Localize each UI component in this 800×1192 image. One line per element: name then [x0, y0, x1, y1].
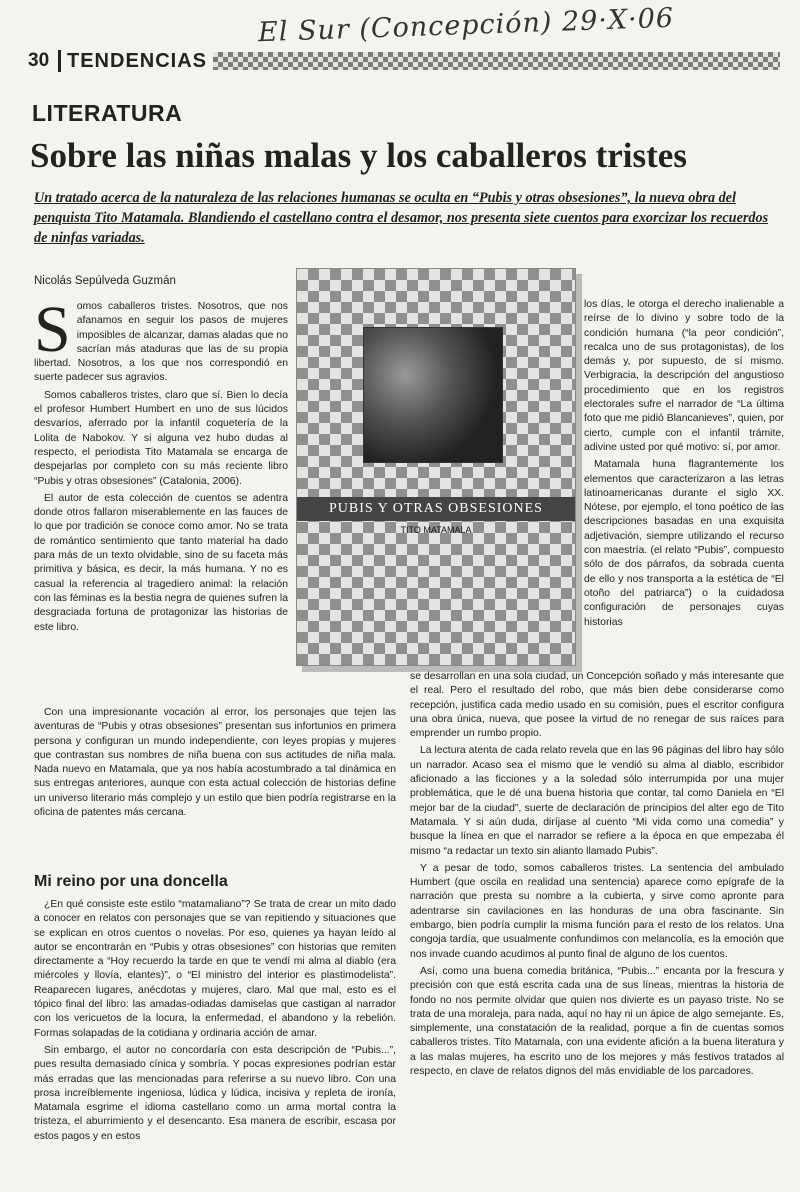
book-cover-image: [296, 268, 576, 666]
paragraph: Somos caballeros tristes. Nosotros, que nos afanamos en seguir los pasos de mujeres imposibles de alcanzar, damas aladas que no sacrían más ataduras que las de su propia libertad. Nosotros, a los que nos correspondió en suerte padecer sus agravios.: [34, 300, 288, 384]
headline: Sobre las niñas malas y los caballeros tristes: [30, 136, 687, 175]
paragraph: La lectura atenta de cada relato revela que en las 96 páginas del libro hay sólo un narrador. Acaso sea el mismo que le vendió su alma al diablo, escribidor aficionado a las ficciones y a la soledad sólo interrumpida por una mujer problemática, que le dé una buena historia que contar, tal como Daniela en “El mejor bar de la ciudad”, suerte de declaración de principios del alter ego de Tito Matamala. Y si aún duda, diríjase al cuento “Mi vida como una comedia” y busque la línea en que el narrador se refiere a la época en que empezaba él mismo “a redactar un texto sin alianto llamado Pubis”.: [410, 745, 784, 857]
paragraph: los días, le otorga el derecho inalienable a reírse de lo divino y sobre todo de la condición humana (“la peor condición”, recalca uno de sus protagonistas), de los demás y, por supuesto, de sí mismo. Verbigracia, la descripción del angustioso procedimiento que en los registros electorales sufre el narrador de “La última foto que me pidió Blancanieves”, quien, por cierto, cumple con el infantil trámite, adivine usted por qué motivo: sí, por amor.: [584, 299, 784, 453]
paragraph: Matamala huna flagrantemente los elementos que caracterizaron a las letras latinoamericanas durante el siglo XX. Nótese, por ejemplo, el tono poético de las descripciones basadas en una exquisita adjetivación, siempre utilizando el recurso con maestría. (el relato “Pubis”, compuesto sólo de dos párrafos, da sobrada cuenta de ello y nos transporta a la estética de “El otoño del patriarca”) o la cuidadosa configuración de personajes cuyas historias: [584, 459, 784, 628]
handwritten-note: El Sur (Concepción) 29·X·06: [257, 2, 675, 49]
paragraph: Somos caballeros tristes, claro que sí. Bien lo decía el profesor Humbert Humbert en uno de sus lúcidos desvaríos, aferrado por la infantil coquetería de la Lolita de Nabokov. Y si alguna vez hubo dudas al respecto, el periodista Tito Matamala se encarga de despejarlas por completo con su más reciente libro “Pubis y otras obsesiones” (Catalonia, 2006).: [34, 389, 288, 487]
column-3: [584, 298, 784, 670]
kicker: LITERATURA: [32, 100, 183, 126]
header-pattern: [213, 52, 780, 70]
lede: Un tratado acerca de la naturaleza de las relaciones humanas se oculta en “Pubis y otras obsesiones”, la nueva obra del penquista Tito Matamala. Blandiendo el castellano contra el desamor, nos presenta siete cuentos para exorcizar los recuerdos de ninfas variadas.: [34, 190, 769, 246]
byline: Nicolás Sepúlveda Guzmán: [34, 275, 176, 287]
section-name: TENDENCIAS: [58, 50, 207, 72]
paragraph: se desarrollan en una sola ciudad, un Concepción soñado y más interesante que el real. Pero el resultado del robo, que más bien debe considerarse como recepción, justifica cada medio usado en su comisión, pues el escritor configura una obra única, nueva, que posee la virtud de no renegar de sus raíces para emprender un rumbo propio.: [410, 671, 784, 740]
column-1: [34, 300, 288, 700]
paragraph: Sin embargo, el autor no concordaría con esta descripción de “Pubis...”, pues resulta demasiado cínica y sombría. Y pocas expresiones podrían estar más erradas que las mencionadas para referirse a su nuevo libro. Con una prosa increíblemente ingeniosa, lúdica y lúdica, incisiva y repleta de ironía, Matamala esgrime el idioma castellano como un arma mortal contra la tristeza, el aburrimiento y el desencanto. Esa manera de escribir, escasa por estos pagos y en estos: [34, 1044, 396, 1142]
column-left-wide: [34, 706, 396, 856]
section-header: [28, 48, 780, 74]
paragraph: El autor de esta colección de cuentos se adentra donde otros fallaron miserablemente en las fauces de lo que por tradición se conoce como amor. No se trata de romántico sentimiento que tanto material ha dado para más de un texto olvidable, sino de su faceta más primitiva y básica, es decir, la más humana. Y no es casual la referencia al tragediero animal: la relación con las féminas es la bestia negra de quienes sufren la desgraciada fortuna de protagonizar las historias de este libro.: [34, 492, 288, 633]
paragraph: Así, como una buena comedia británica, “Pubis...” encanta por la frescura y precisión con que está escrita cada una de sus líneas, mientras la historia de fondo no nos permite olvidar que quien nos divierte es un payaso triste. No se trata de una moraleja, para nada, aquí no hay ni un ápice de algo semejante. Es, simplemente, una constatación de la realidad, porque a fin de cuentas somos caballeros tristes. Tito Matamala, con una evidente afición a la buena literatura y a las malas mujeres, ha escrito uno de los mejores y más festivos tratados al respecto, en clave de relatos dignos del más envidiable de los parcadores.: [410, 965, 784, 1078]
book-title: PUBIS Y OTRAS OBSESIONES: [297, 497, 575, 521]
paragraph: Y a pesar de todo, somos caballeros tristes. La sentencia del ambulado Humbert (que oscila en realidad una sentencia) aparece como epígrafe de la narración que presta su nombre a la cubierta, y sirve como apronte para adentrarse sin cavilaciones en las honduras de una obra fascinante. Sin embargo, bien podría cumplir la misma función para el resto de los relatos. Una congoja tardía, que usualmente confundimos con melancolía, es la emoción que nos invade cuando acudimos al punto final de alguno de los cuentos.: [410, 862, 784, 960]
paragraph: Con una impresionante vocación al error, los personajes que tejen las aventuras de “Pubis y otras obsesiones” presentan sus infortunios en primera persona y configuran un mundo independiente, con leyes propias y mujeres que contrastan sus nombres de niña buena con sus actitudes de niña mala. Nada nuevo en Matamala, que ya nos había acostumbrado a tal dinámica en sus entregas anteriores, aunque con esta actual colección de historias define un universo literario más complejo y un estilo que bien podría registrarse en la oficina de patentes más cercana.: [34, 707, 396, 819]
column-left-lower: [34, 898, 396, 1184]
paragraph: ¿En qué consiste este estilo “matamaliano”? Se trata de crear un mito dado a conocer en relatos con personajes que se van repitiendo y situaciones que se explican en otros cuentos o novelas. Por eso, quienes ya hayan leído al autor se encontrarán en “Pubis y otras obsesiones” con historias que remiten directamente a “Hoy recuerdo la tarde en que te vendí mi alma al diablo (era miércoles y llovía, elantes)”, o “El ministro del interior es plastimodelista”. Reaparecen lugares, anécdotas y mujeres, claro. Mal que mal, esto es el tópico final del libro: las amadas-odiadas damiselas que castigan al narrador con los vericuetos de la locura, la enfermedad, el abandono y la rebelión. Formas solapadas de la cotidiana y ordinaria acción de amar.: [34, 899, 396, 1039]
page-number: 30: [28, 50, 50, 71]
subhead: Mi reino por una doncella: [34, 873, 228, 890]
column-right-wide: [410, 670, 784, 1184]
book-author: TITO MATAMALA: [400, 525, 472, 535]
cover-photo: [363, 327, 503, 463]
drop-cap: S: [34, 300, 71, 366]
